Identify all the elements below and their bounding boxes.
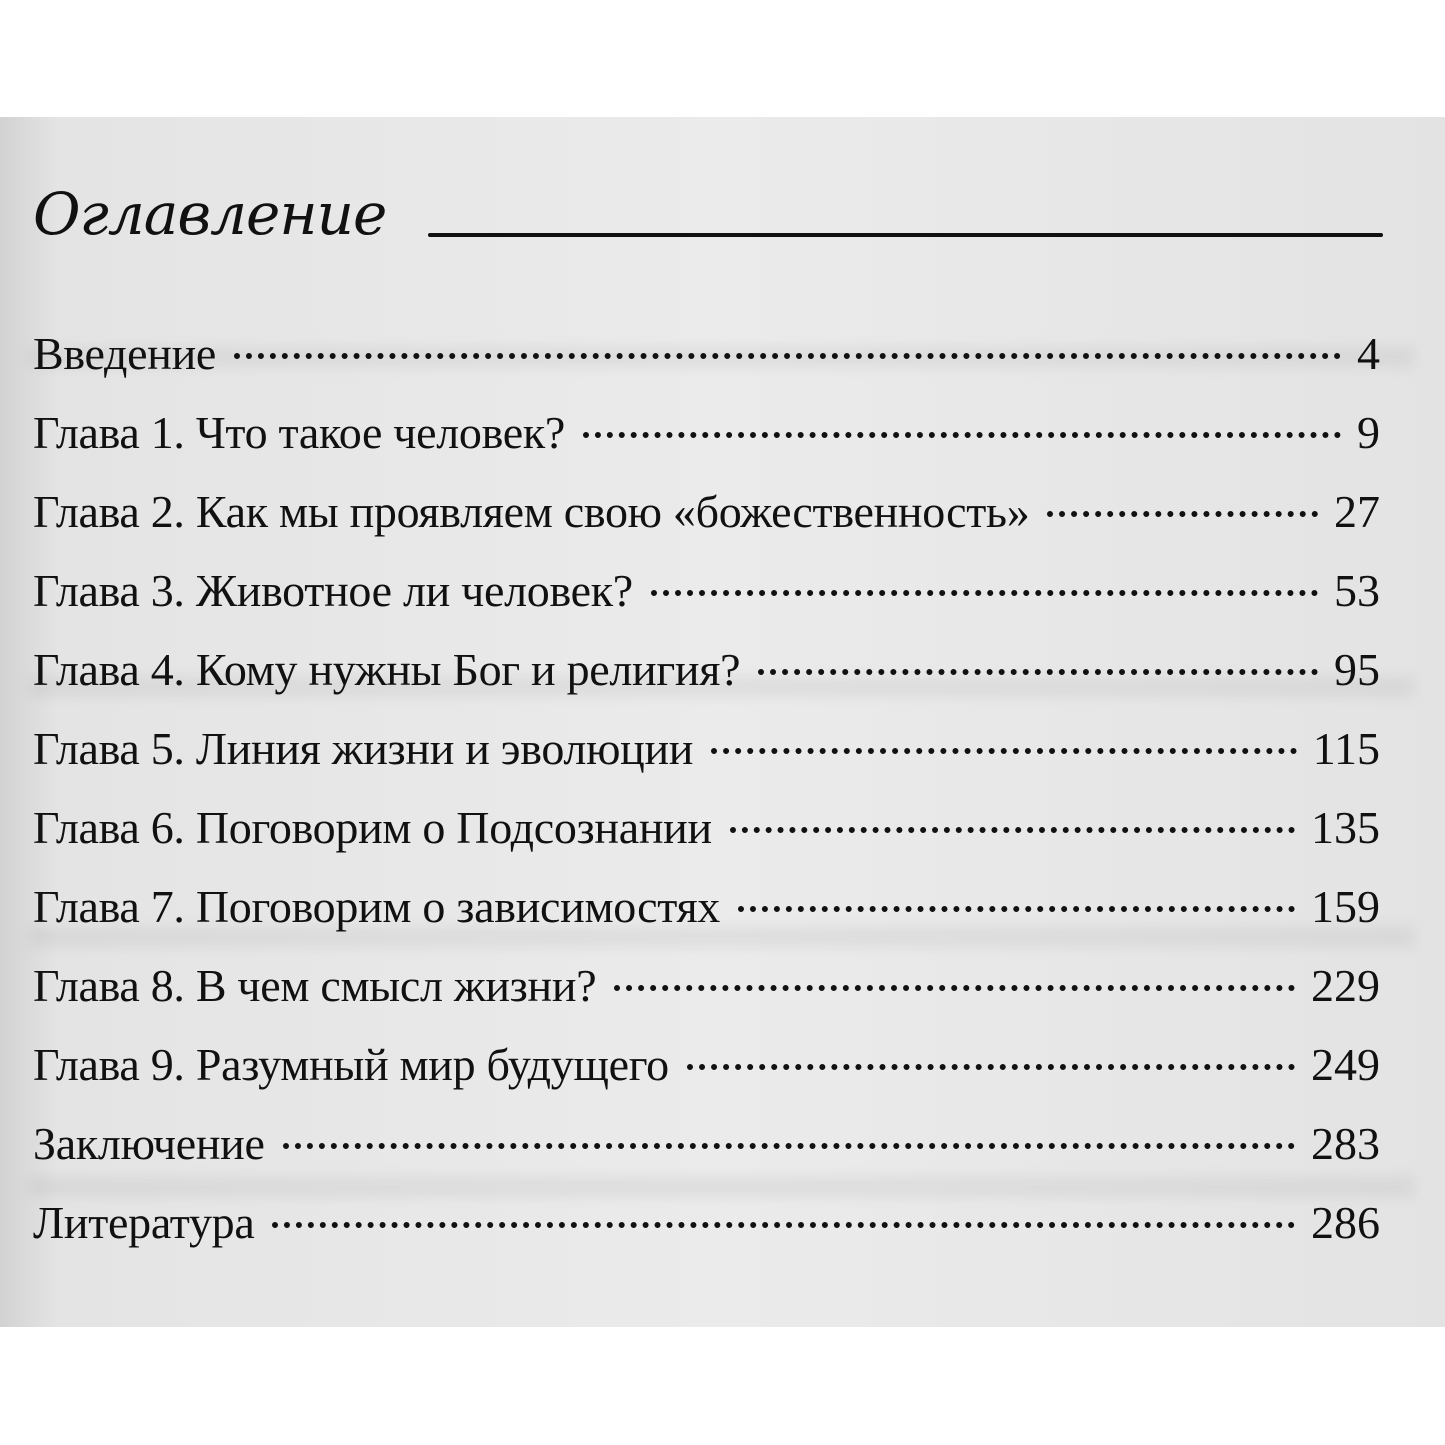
dot-leader [687,1064,1295,1070]
toc-entry-title: Заключение [33,1118,265,1169]
toc-entry-page: 95 [1334,644,1380,695]
toc-entry [33,485,1380,564]
toc-entry-title: Введение [33,328,217,379]
toc-entry-page: 53 [1334,565,1380,616]
toc-entry [33,564,1380,643]
toc-entry [33,1196,1380,1275]
toc-entry-title: Глава 1. Что такое человек? [33,407,566,458]
toc-entry-page: 9 [1357,407,1380,458]
toc-entry [33,722,1380,801]
toc-entry-page: 4 [1357,328,1380,379]
toc-entry [33,880,1380,959]
toc-entry-title: Глава 8. В чем смысл жизни? [33,960,597,1011]
toc-entry [33,801,1380,880]
toc-entry-title: Глава 9. Разумный мир будущего [33,1039,669,1090]
toc-entry-page: 115 [1312,723,1380,774]
toc-heading: Оглавление [33,180,387,248]
toc-entry-page: 229 [1311,960,1380,1011]
dot-leader [272,1222,1295,1228]
toc-entry-page: 135 [1311,802,1380,853]
toc-entry-title: Глава 2. Как мы проявляем свою «божественность» [33,486,1030,537]
toc-entry-page: 283 [1311,1118,1380,1169]
dot-leader [730,827,1295,833]
heading-underline [428,233,1383,237]
book-page [0,117,1445,1327]
toc-entry-page: 249 [1311,1039,1380,1090]
dot-leader [651,590,1318,596]
toc-entry-title: Глава 7. Поговорим о зависимостях [33,881,720,932]
toc-entry-page: 286 [1311,1197,1380,1248]
dot-leader [758,669,1318,675]
toc-entry [33,1038,1380,1117]
toc-entry-title: Глава 4. Кому нужны Бог и религия? [33,644,741,695]
toc-header [33,177,1383,267]
toc-entry-page: 159 [1311,881,1380,932]
toc-entry [33,643,1380,722]
toc-entry-title: Глава 6. Поговорим о Подсознании [33,802,712,853]
toc-entry [33,327,1380,406]
toc-entry [33,406,1380,485]
table-of-contents [33,327,1380,1275]
toc-entry-title: Литература [33,1197,255,1248]
dot-leader [583,432,1341,438]
dot-leader [283,1143,1295,1149]
dot-leader [234,353,1341,359]
dot-leader [711,748,1297,754]
dot-leader [738,906,1295,912]
dot-leader [614,985,1295,991]
toc-entry-title: Глава 5. Линия жизни и эволюции [33,723,694,774]
toc-entry [33,1117,1380,1196]
dot-leader [1047,511,1318,517]
toc-entry [33,959,1380,1038]
toc-entry-page: 27 [1334,486,1380,537]
toc-entry-title: Глава 3. Животное ли человек? [33,565,633,616]
